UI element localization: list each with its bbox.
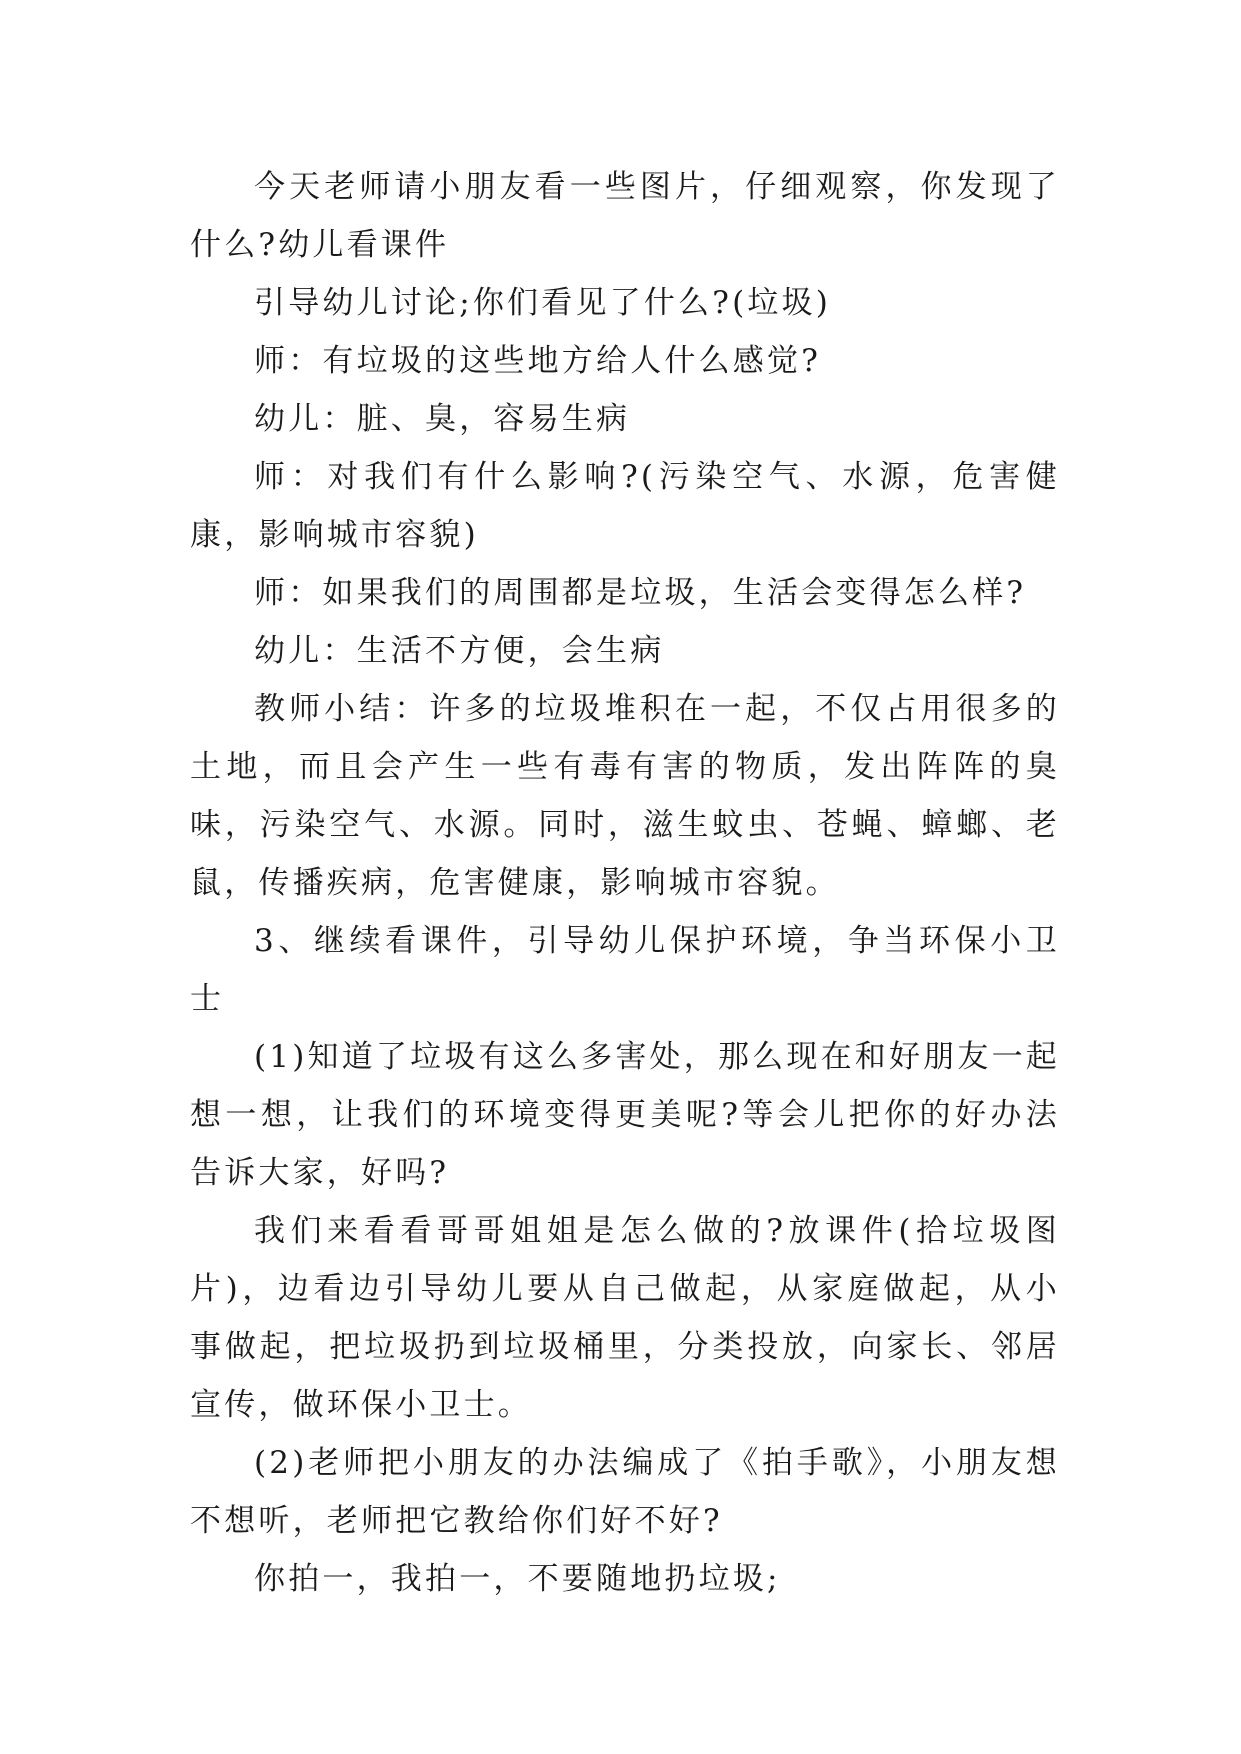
paragraph-item-1: (1)知道了垃圾有这么多害处，那么现在和好朋友一起想一想，让我们的环境变得更美呢?等会儿把你的好办法告诉大家，好吗? bbox=[190, 1039, 1060, 1191]
document-body bbox=[190, 158, 1060, 1608]
paragraph-teacher-question-life: 师：如果我们的周围都是垃圾，生活会变得怎么样? bbox=[254, 575, 1027, 611]
paragraph-item-2: (2)老师把小朋友的办法编成了《拍手歌》，小朋友想不想听，老师把它教给你们好不好? bbox=[190, 1445, 1060, 1539]
paragraph-guide-discussion: 引导幼儿讨论;你们看见了什么?(垃圾) bbox=[254, 285, 832, 321]
paragraph-teacher-summary: 教师小结：许多的垃圾堆积在一起，不仅占用很多的土地，而且会产生一些有毒有害的物质，发出阵阵的臭味，污染空气、水源。同时，滋生蚊虫、苍蝇、蟑螂、老鼠，传播疾病，危害健康，影响城市容貌。 bbox=[190, 691, 1060, 901]
paragraph-step-3: 3、继续看课件，引导幼儿保护环境，争当环保小卫士 bbox=[190, 923, 1060, 1017]
paragraph-intro: 今天老师请小朋友看一些图片，仔细观察，你发现了什么?幼儿看课件 bbox=[190, 169, 1060, 263]
paragraph-courseware-example: 我们来看看哥哥姐姐是怎么做的?放课件(拾垃圾图片)，边看边引导幼儿要从自己做起，从家庭做起，从小事做起，把垃圾扔到垃圾桶里，分类投放，向家长、邻居宣传，做环保小卫士。 bbox=[190, 1213, 1060, 1423]
paragraph-clapping-song-line: 你拍一，我拍一，不要随地扔垃圾; bbox=[254, 1561, 781, 1597]
paragraph-child-answer-inconvenient: 幼儿：生活不方便，会生病 bbox=[254, 633, 665, 669]
paragraph-teacher-question-impact: 师：对我们有什么影响?(污染空气、水源，危害健康，影响城市容貌) bbox=[190, 459, 1060, 553]
paragraph-child-answer-dirty: 幼儿：脏、臭，容易生病 bbox=[254, 401, 631, 437]
paragraph-teacher-question-feeling: 师：有垃圾的这些地方给人什么感觉? bbox=[254, 343, 822, 379]
